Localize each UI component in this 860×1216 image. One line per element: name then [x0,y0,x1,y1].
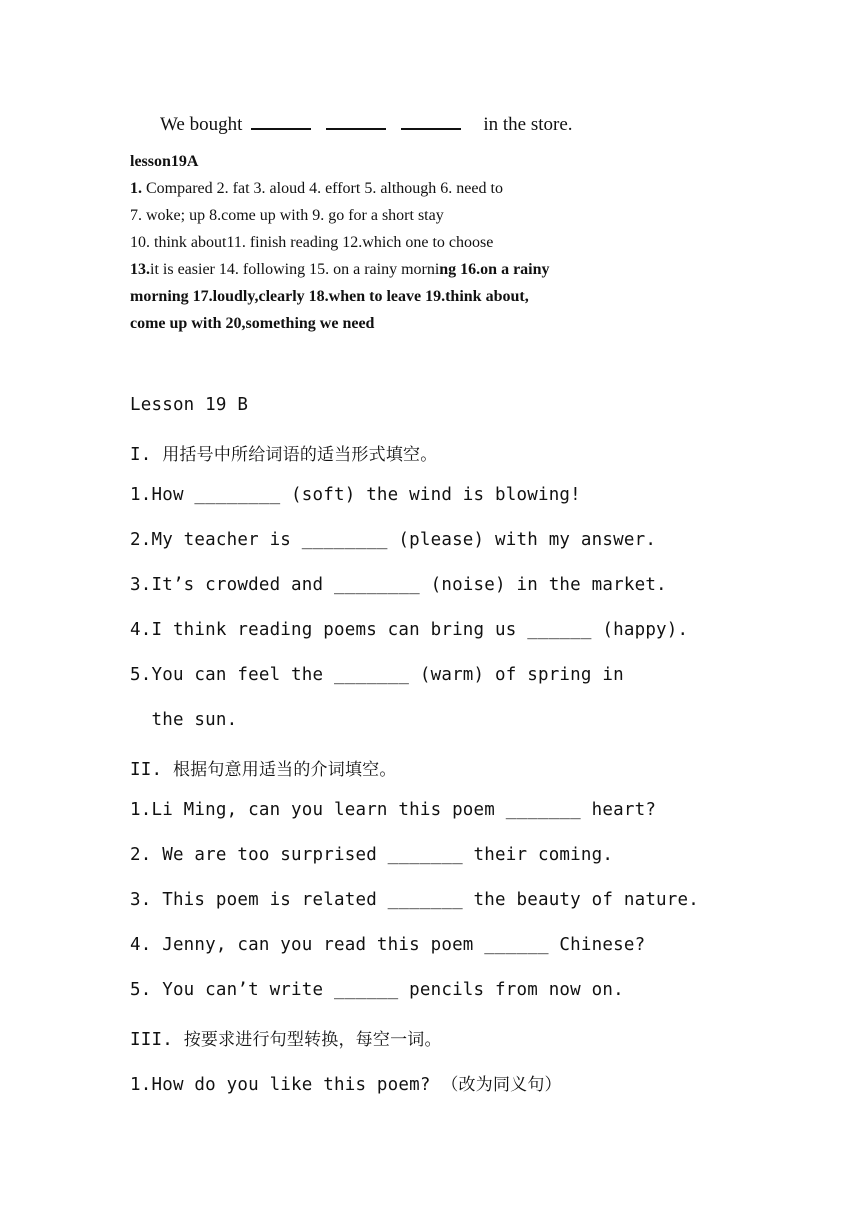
lesson-title: Lesson 19 B [130,395,249,415]
section-instruction: 用括号中所给词语的适当形式填空。 [162,445,438,465]
section-number: II. [130,760,173,780]
exercise-item: 3.It’s crowded and ________ (noise) in the market. [130,575,667,595]
section-heading [130,440,437,465]
answer-blank [251,118,311,130]
answers-line: 10. think about11. finish reading 12.which one to choose [130,234,494,251]
exercise-item: 2. We are too surprised _______ their coming. [130,845,614,865]
answers-line: 7. woke; up 8.come up with 9. go for a short stay [130,207,444,224]
answers-line-text: Compared 2. fat 3. aloud 4. effort 5. although 6. need to [142,180,503,197]
exercise-item: 4.I think reading poems can bring us ______ (happy). [130,620,689,640]
exercise-item [130,1070,562,1095]
section-number: I. [130,445,163,465]
exercise-item: 1.Li Ming, can you learn this poem _______ heart? [130,800,657,820]
exercise-item: 5.You can feel the _______ (warm) of spring in [130,665,624,685]
answers-line-number: 13. [130,261,150,278]
answers-line: come up with 20,something we need [130,315,375,332]
section-instruction: 按要求进行句型转换，每空一词。 [183,1030,442,1050]
answers-line-text: it is easier 14. following 15. on a rainy morni [150,261,440,278]
section-instruction: 根据句意用适当的介词填空。 [172,760,397,780]
answer-blank [401,118,461,130]
answers-heading: lesson19A [130,153,199,170]
answers-line [130,180,503,198]
answer-blank [326,118,386,130]
top-sentence-end: in the store. [483,114,573,135]
section-heading [130,755,397,780]
section-number: III. [130,1030,184,1050]
section-heading [130,1025,442,1050]
exercise-item-text: 1.How do you like this poem? [130,1075,442,1095]
answers-line-number: 1. [130,180,142,197]
exercise-item: 5. You can’t write ______ pencils from now on. [130,980,624,1000]
exercise-item-continued: the sun. [130,710,238,730]
answers-line: morning 17.loudly,clearly 18.when to leave 19.think about, [130,288,529,305]
exercise-item-instruction: （改为同义句） [441,1075,562,1095]
exercise-item: 4. Jenny, can you read this poem ______ Chinese? [130,935,646,955]
exercise-item: 2.My teacher is ________ (please) with my answer. [130,530,657,550]
answers-line-text-bold: ng 16.on a rainy [439,261,550,278]
exercise-item: 1.How ________ (soft) the wind is blowing! [130,485,581,505]
answers-line [130,261,550,279]
exercise-item: 3. This poem is related _______ the beauty of nature. [130,890,700,910]
top-sentence [160,114,573,136]
top-sentence-start: We bought [160,114,243,135]
